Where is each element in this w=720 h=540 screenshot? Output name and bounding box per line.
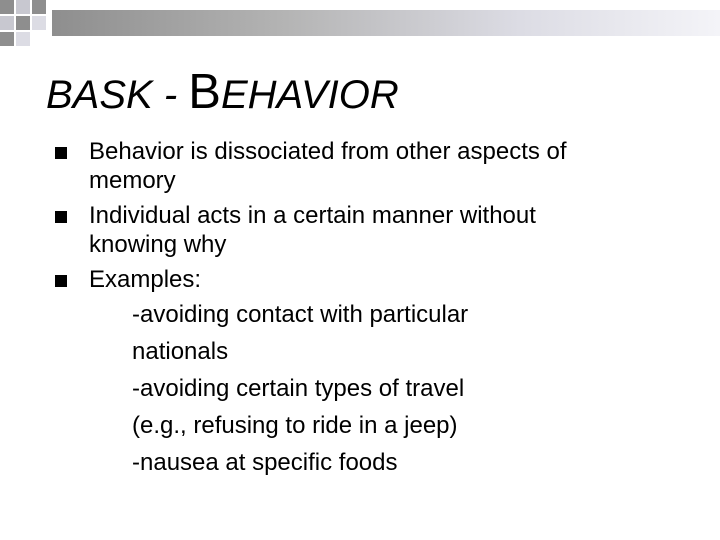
examples-block bbox=[89, 296, 669, 481]
example-line: -avoiding contact with particular bbox=[132, 301, 469, 328]
bullet-line: knowing why bbox=[89, 231, 227, 258]
title-big-letter: B bbox=[188, 65, 221, 119]
bullet-item bbox=[0, 265, 720, 481]
slide-title bbox=[46, 64, 399, 123]
square-bullet-icon bbox=[55, 275, 67, 287]
square-bullet-icon bbox=[55, 211, 67, 223]
bullet-line: Individual acts in a certain manner without bbox=[89, 202, 536, 229]
example-line: (e.g., refusing to ride in a jeep) bbox=[132, 412, 458, 439]
bullet-line: memory bbox=[89, 167, 176, 194]
title-prefix: BASK - bbox=[46, 73, 189, 117]
example-line: -avoiding certain types of travel bbox=[132, 375, 465, 402]
bullet-line: Examples: bbox=[89, 266, 202, 293]
example-line: nationals bbox=[132, 338, 229, 365]
example-line: -nausea at specific foods bbox=[132, 449, 398, 476]
title-rest: EHAVIOR bbox=[220, 73, 399, 117]
bullet-line: Behavior is dissociated from other aspects of bbox=[89, 138, 567, 165]
bullet-item bbox=[0, 201, 720, 259]
bullet-item bbox=[0, 137, 720, 195]
square-bullet-icon bbox=[55, 147, 67, 159]
decorative-header-bar bbox=[0, 0, 720, 50]
bullet-list bbox=[0, 137, 720, 481]
